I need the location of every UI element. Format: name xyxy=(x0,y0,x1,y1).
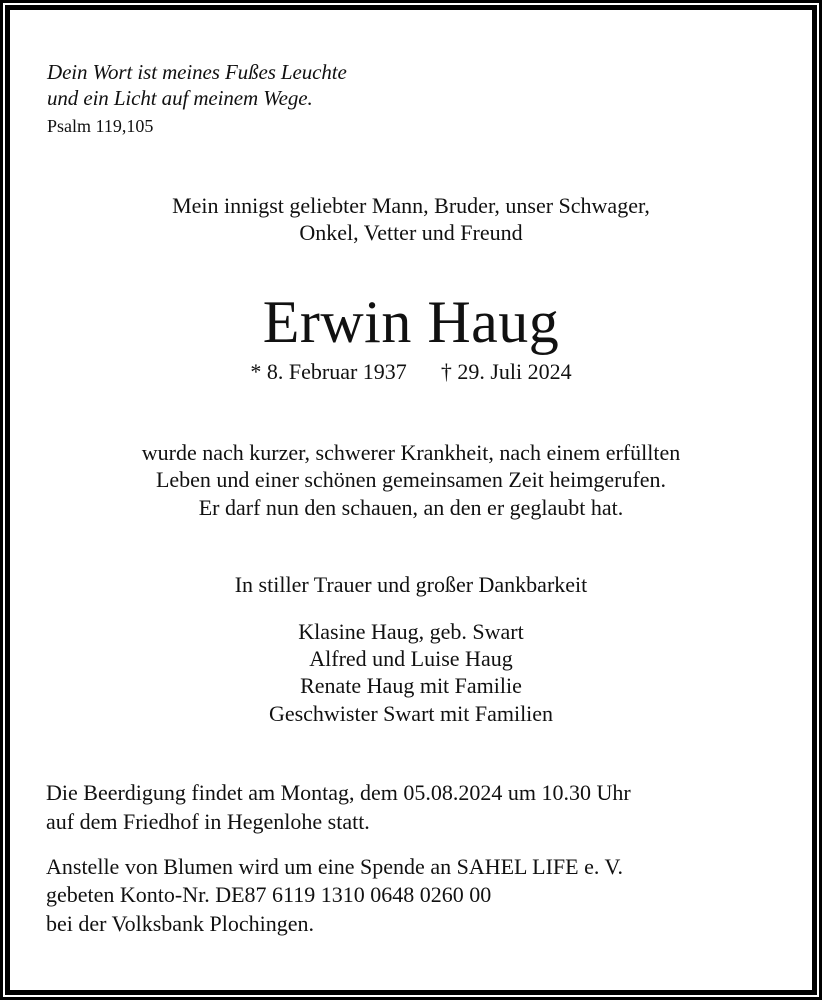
message-line: Leben und einer schönen gemeinsamen Zeit heimgerufen. xyxy=(155,467,667,492)
intro-line: Mein innigst geliebter Mann, Bruder, unser Schwager, xyxy=(172,193,650,218)
deceased-name: Erwin Haug xyxy=(262,289,560,355)
message-line: wurde nach kurzer, schwerer Krankheit, nach einem erfüllten xyxy=(141,440,681,465)
funeral-line: Die Beerdigung findet am Montag, dem 05.08.2024 um 10.30 Uhr xyxy=(46,780,631,805)
message-line: Er darf nun den schauen, an den er geglaubt hat. xyxy=(198,495,624,520)
mourner-name: Renate Haug mit Familie xyxy=(300,673,522,698)
mourner-name: Geschwister Swart mit Familien xyxy=(268,701,554,726)
intro-line: Onkel, Vetter und Freund xyxy=(299,220,523,245)
birth-date: * 8. Februar 1937 xyxy=(250,359,407,384)
life-dates xyxy=(0,361,822,383)
death-date: † 29. Juli 2024 xyxy=(440,359,572,384)
mourner-name: Alfred und Luise Haug xyxy=(309,646,513,671)
quote-source: Psalm 119,105 xyxy=(47,116,154,136)
quote-line: Dein Wort ist meines Fußes Leuchte xyxy=(47,60,347,84)
mourning-heading: In stiller Trauer und großer Dankbarkeit xyxy=(234,572,588,597)
donation-account: gebeten Konto-Nr. DE87 6119 1310 0648 0260 00 xyxy=(46,882,492,907)
donation-bank: bei der Volksbank Plochingen. xyxy=(46,911,315,936)
donation-line: Anstelle von Blumen wird um eine Spende an SAHEL LIFE e. V. xyxy=(46,854,624,879)
mourner-name: Klasine Haug, geb. Swart xyxy=(298,619,524,644)
quote-line: und ein Licht auf meinem Wege. xyxy=(47,86,313,110)
funeral-line: auf dem Friedhof in Hegenlohe statt. xyxy=(46,809,370,834)
